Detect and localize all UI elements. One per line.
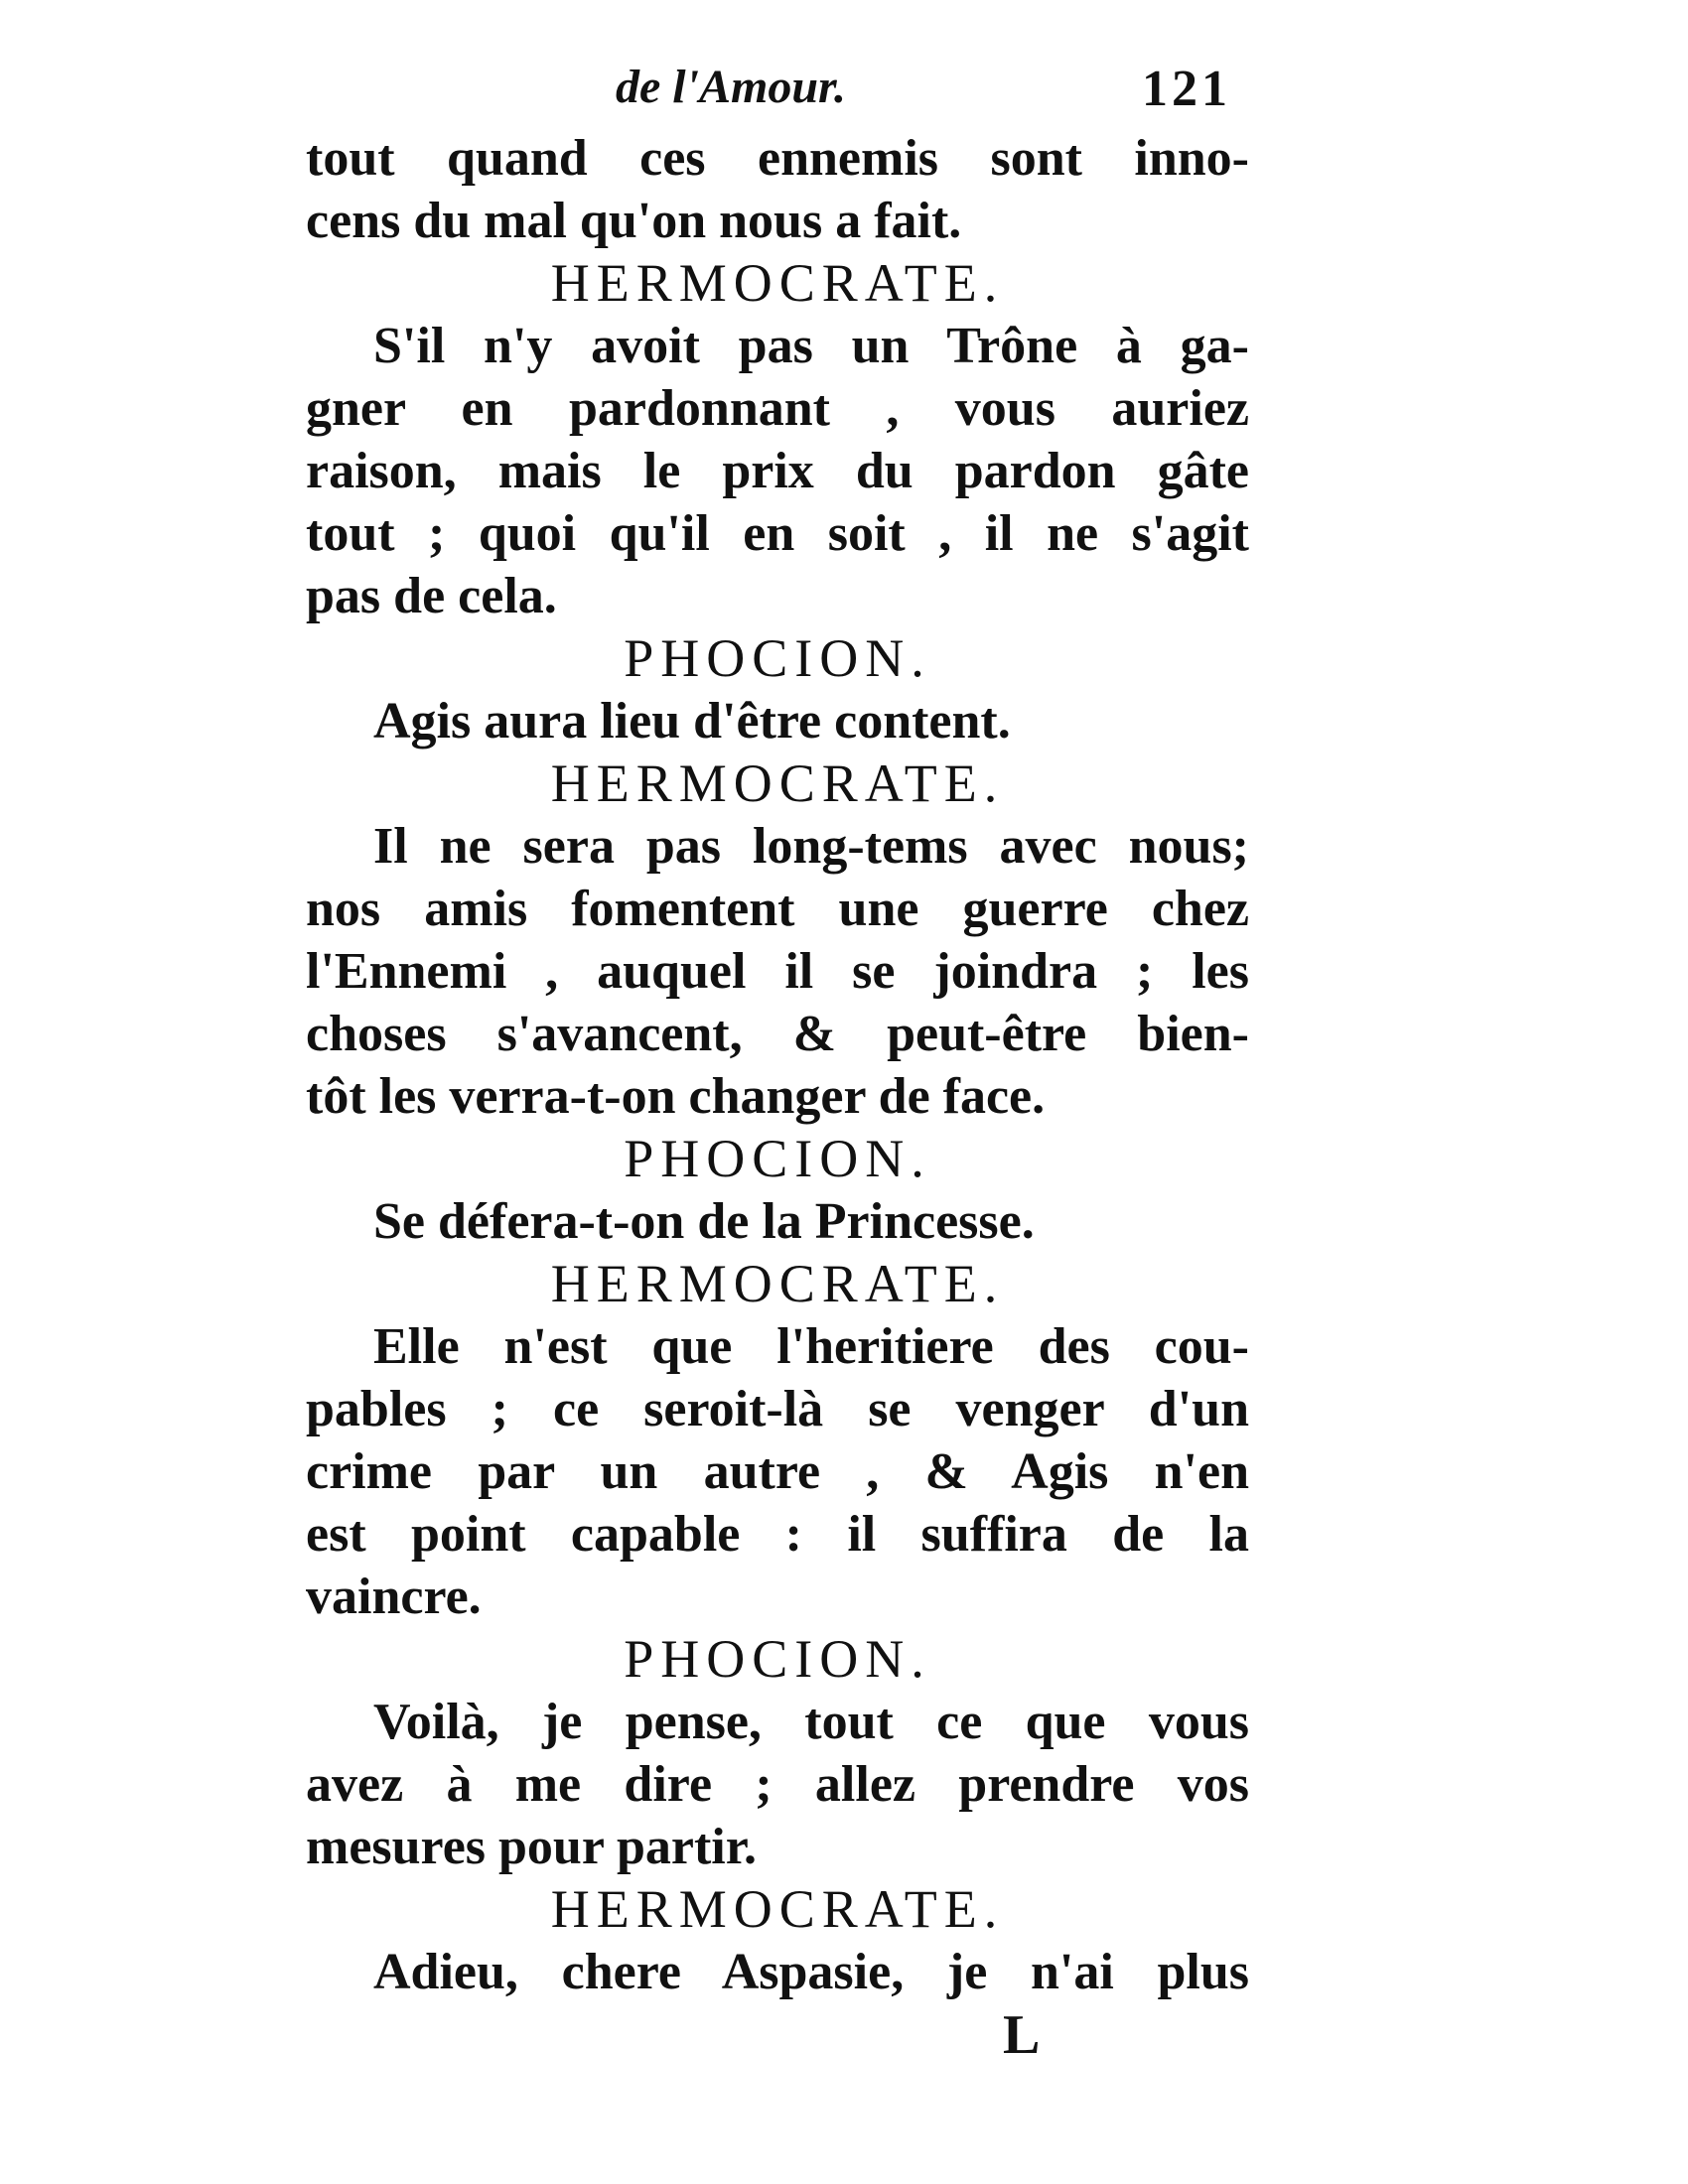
text-line: Il ne sera pas long-tems avec nous; [373,818,1249,875]
body-text [306,127,1249,2003]
text-line: nos amis fomentent une guerre chez [306,881,1249,937]
text-line: Voilà, je pense, tout ce que vous [373,1694,1249,1750]
text-line: pas de cela. [306,568,557,624]
text-line: tôt les verra-t-on changer de face. [306,1068,1046,1125]
speaker-name: PHOCION. [624,1629,931,1689]
text-line: mesures pour partir. [306,1819,758,1875]
text-line: pables ; ce seroit-là se venger d'un [306,1381,1249,1437]
text-line: tout ; quoi qu'il en soit , il ne s'agit [306,505,1249,562]
speaker-name: HERMOCRATE. [550,1254,1005,1313]
running-head [616,60,1231,129]
text-line: choses s'avancent, & peut-être bien- [306,1006,1249,1062]
page-number: 121 [1142,61,1231,117]
text-line: est point capable : il suffira de la [306,1506,1249,1563]
text-line: S'il n'y avoit pas un Trône à ga- [373,318,1249,374]
text-line: Elle n'est que l'heritiere des cou- [373,1318,1249,1375]
text-line: tout quand ces ennemis sont inno- [306,130,1249,187]
speaker-name: PHOCION. [624,628,931,688]
speaker-name: HERMOCRATE. [550,1879,1005,1939]
text-line: cens du mal qu'on nous a fait. [306,193,962,249]
speaker-name: PHOCION. [624,1129,931,1188]
text-line: crime par un autre , & Agis n'en [306,1443,1249,1500]
speaker-name: HERMOCRATE. [550,253,1005,313]
text-line: Adieu, chere Aspasie, je n'ai plus [373,1944,1249,2000]
text-line: l'Ennemi , auquel il se joindra ; les [306,943,1249,1000]
text-line: raison, mais le prix du pardon gâte [306,443,1249,499]
text-line: Se défera-t-on de la Princesse. [373,1193,1035,1250]
text-line: avez à me dire ; allez prendre vos [306,1756,1249,1813]
running-title: de l'Amour. [616,61,847,113]
text-line: gner en pardonnant , vous auriez [306,380,1249,437]
signature-mark: L [1003,2004,1041,2066]
text-line: vaincre. [306,1569,482,1625]
text-line: Agis aura lieu d'être content. [373,693,1011,750]
speaker-name: HERMOCRATE. [550,753,1005,813]
